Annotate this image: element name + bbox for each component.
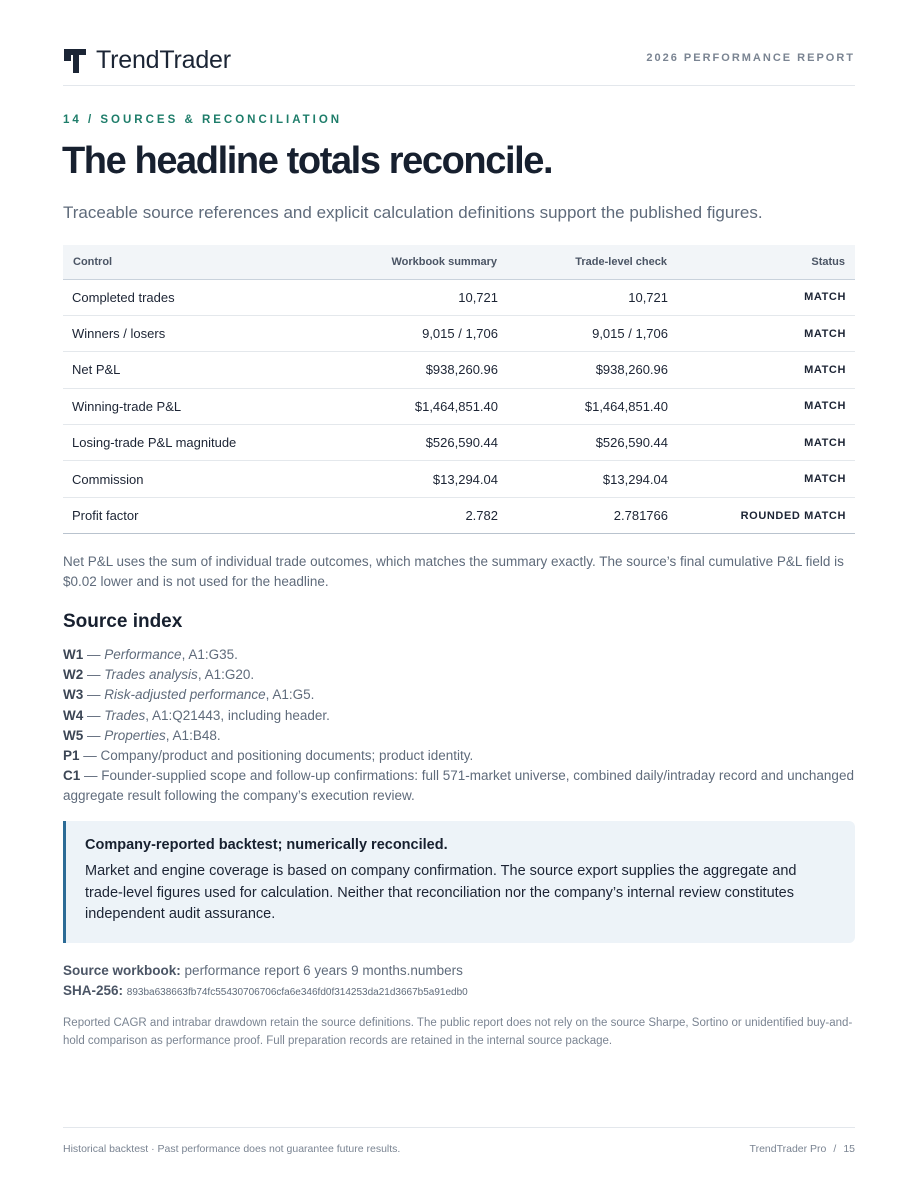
workbook-summary-cell: 10,721	[263, 279, 507, 315]
source-item-w2: W2 — Trades analysis, A1:G20.	[63, 667, 255, 683]
source-name: Risk-adjusted performance	[104, 687, 266, 703]
control-cell: Completed trades	[63, 279, 263, 315]
callout-title: Company-reported backtest; numerically reconciled.	[85, 837, 448, 853]
source-name: Trades	[104, 707, 146, 723]
table-row	[63, 461, 855, 497]
source-id: W5	[63, 727, 84, 743]
column-header-status: Status	[677, 245, 855, 279]
page-title: The headline totals reconcile.	[62, 140, 553, 182]
source-id: W3	[63, 687, 84, 703]
status-badge: MATCH	[677, 388, 855, 424]
table-row	[63, 279, 855, 315]
workbook-summary-cell: $938,260.96	[263, 352, 507, 388]
trade-level-check-cell: $13,294.04	[507, 461, 677, 497]
table-header-row	[63, 245, 855, 279]
source-item-w5: W5 — Properties, A1:B48.	[63, 727, 221, 743]
source-id: C1	[63, 768, 81, 784]
trade-level-check-cell: $938,260.96	[507, 352, 677, 388]
trade-level-check-cell: 10,721	[507, 279, 677, 315]
brand	[63, 46, 231, 75]
source-item-p1: P1 — Company/product and positioning documents; product identity.	[63, 748, 474, 764]
source-name: Trades analysis	[104, 667, 198, 683]
column-header-control: Control	[63, 245, 263, 279]
source-item-w1: W1 — Performance, A1:G35.	[63, 647, 238, 662]
footer-separator: /	[833, 1143, 837, 1155]
source-id: W1	[63, 647, 84, 662]
status-badge: MATCH	[677, 315, 855, 351]
workbook-summary-cell: $13,294.04	[263, 461, 507, 497]
control-cell: Winning-trade P&L	[63, 388, 263, 424]
source-workbook-info	[63, 961, 468, 1003]
reconciliation-note: Net P&L uses the sum of individual trade outcomes, which matches the summary exactly. The source’s final cumulative P&L field is $0.02 lower and is not used for the headline.	[63, 554, 844, 589]
table-row	[63, 352, 855, 388]
trade-level-check-cell: $526,590.44	[507, 425, 677, 461]
report-label: 2026 PERFORMANCE REPORT	[646, 52, 855, 64]
source-index-title: Source index	[63, 611, 183, 632]
hash-line	[63, 981, 468, 1003]
source-id: P1	[63, 748, 80, 764]
status-badge: MATCH	[677, 352, 855, 388]
source-id: W4	[63, 707, 84, 723]
source-name: Properties	[104, 727, 166, 743]
source-workbook-label: Source workbook:	[63, 963, 181, 978]
table-row	[63, 425, 855, 461]
fine-print: Reported CAGR and intrabar drawdown retain the source definitions. The public report does not rely on the source Sharpe, Sortino or unidentified buy-and-hold comparison as performance proof. Full preparation records are retained in the internal source package.	[63, 1017, 853, 1047]
source-item-w4: W4 — Trades, A1:Q21443, including header.	[63, 707, 330, 723]
status-badge: MATCH	[677, 279, 855, 315]
source-workbook-line	[63, 961, 468, 981]
workbook-summary-cell: 2.782	[263, 497, 507, 533]
reconciliation-table	[63, 245, 855, 534]
page-footer	[63, 1127, 855, 1167]
trade-level-check-cell: $1,464,851.40	[507, 388, 677, 424]
control-cell: Commission	[63, 461, 263, 497]
control-cell: Winners / losers	[63, 315, 263, 351]
trade-level-check-cell: 9,015 / 1,706	[507, 315, 677, 351]
hash-label: SHA-256:	[63, 983, 124, 998]
page-subtitle: Traceable source references and explicit calculation definitions support the published figures.	[63, 203, 763, 222]
callout-body: Market and engine coverage is based on company confirmation. The source export supplies the aggregate and trade-level figures used for calculation. Neither that reconciliation nor the company’s internal review constitutes independent audit assurance.	[85, 863, 797, 922]
status-badge: ROUNDED MATCH	[677, 497, 855, 533]
footer-product: TrendTrader Pro	[749, 1143, 827, 1155]
control-cell: Profit factor	[63, 497, 263, 533]
column-header-trade-level-check: Trade-level check	[507, 245, 677, 279]
brand-name: TrendTrader	[96, 46, 231, 74]
table-row	[63, 315, 855, 351]
status-badge: MATCH	[677, 425, 855, 461]
source-item-c1: C1 — Founder-supplied scope and follow-up confirmations: full 571-market universe, combined daily/intraday record and unchanged aggregate result following the company’s execution review.	[63, 768, 854, 804]
trendtrader-logo-icon	[63, 48, 87, 74]
hash-value: 893ba638663fb74fc55430706706cfa6e346fd0f314253da21d3667b5a91edb0	[126, 987, 468, 998]
control-cell: Losing-trade P&L magnitude	[63, 425, 263, 461]
table-row	[63, 497, 855, 533]
column-header-workbook-summary: Workbook summary	[263, 245, 507, 279]
table-row	[63, 388, 855, 424]
control-cell: Net P&L	[63, 352, 263, 388]
page-number: 15	[843, 1143, 855, 1155]
status-badge: MATCH	[677, 461, 855, 497]
workbook-summary-cell: 9,015 / 1,706	[263, 315, 507, 351]
footer-page-info	[750, 1143, 855, 1155]
workbook-summary-cell: $526,590.44	[263, 425, 507, 461]
footer-disclaimer: Historical backtest · Past performance does not guarantee future results.	[63, 1143, 401, 1155]
workbook-summary-cell: $1,464,851.40	[263, 388, 507, 424]
source-index-list	[63, 645, 855, 807]
callout-box	[63, 821, 855, 943]
source-name: Performance	[104, 647, 182, 662]
section-label: 14 / SOURCES & RECONCILIATION	[63, 114, 343, 126]
page-header	[63, 44, 855, 86]
source-item-w3: W3 — Risk-adjusted performance, A1:G5.	[63, 687, 315, 703]
trade-level-check-cell: 2.781766	[507, 497, 677, 533]
source-id: W2	[63, 667, 84, 683]
source-workbook-filename: performance report 6 years 9 months.numbers	[184, 963, 463, 978]
